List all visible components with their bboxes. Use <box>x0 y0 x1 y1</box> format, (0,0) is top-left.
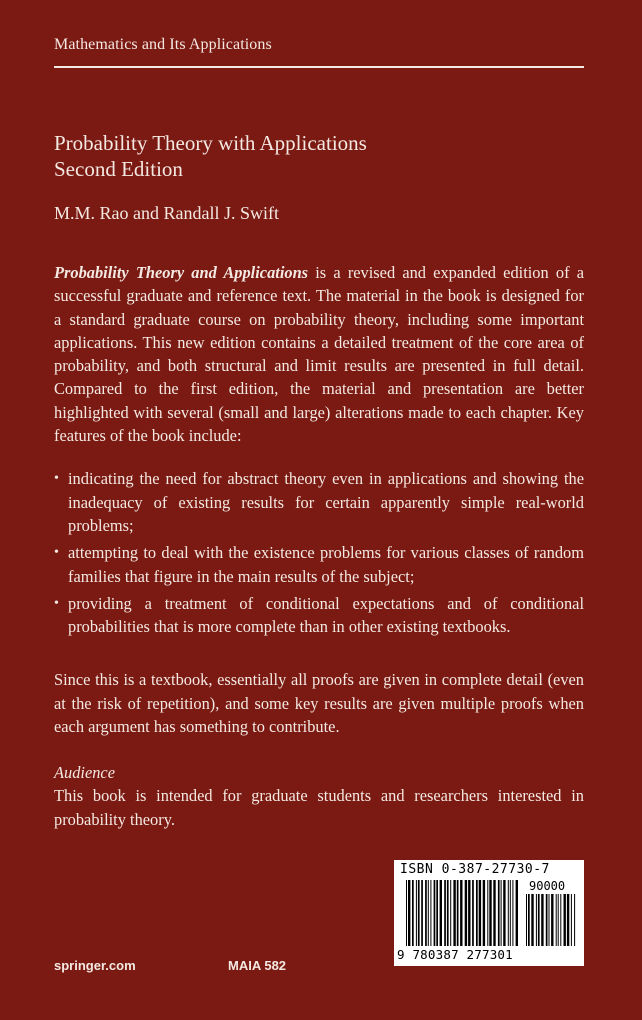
barcode-bar <box>574 894 575 946</box>
barcode-bar <box>526 894 527 946</box>
feature-list <box>54 467 584 638</box>
barcode-bar <box>556 894 557 946</box>
intro-text: is a revised and expanded edition of a successful graduate and reference text. The material in the book is designed for a standard graduate course on probability theory, including some important applications. This new edition contains a detailed treatment of the core area of probability, and both structural and limit results are presented in full detail. Compared to the first edition, the material and presentation are better highlighted with several (small and large) alterations made to each chapter. Key features of the book include: <box>54 263 584 446</box>
barcode-bar <box>412 880 414 946</box>
list-item <box>54 467 584 537</box>
barcode-bar <box>425 880 427 946</box>
publisher-website: springer.com <box>54 958 136 973</box>
audience-heading: Audience <box>54 763 115 783</box>
barcode-bar <box>510 880 511 946</box>
barcode-bar <box>493 880 495 946</box>
barcode-bar <box>479 880 481 946</box>
book-title: Probability Theory with Applications <box>54 131 367 155</box>
barcode-bar <box>503 880 505 946</box>
ean-digits: 9 780387 277301 <box>397 947 513 962</box>
feature-text: attempting to deal with the existence problems for various classes of random families that figure in the main results of the subject; <box>68 543 584 586</box>
audience-text: This book is intended for graduate students and researchers interested in probability theory. <box>54 786 584 829</box>
series-code: MAIA 582 <box>228 958 287 973</box>
intro-paragraph <box>54 261 584 447</box>
bullet-icon: • <box>54 545 59 561</box>
barcode-bar <box>571 894 572 946</box>
barcode-bars <box>406 880 518 946</box>
isbn-label: ISBN 0-387-27730-7 <box>400 862 550 877</box>
bullet-icon: • <box>54 595 59 611</box>
barcode-bar <box>444 880 446 946</box>
barcode-bar <box>489 880 491 946</box>
barcode-bar <box>551 894 553 946</box>
barcode-bar <box>465 880 467 946</box>
title-block <box>54 130 367 182</box>
barcode-bar <box>476 880 478 946</box>
barcode-bar <box>516 880 518 946</box>
barcode-bar <box>416 880 417 946</box>
barcode-bar <box>408 880 410 946</box>
barcode-bar <box>501 880 502 946</box>
barcode-bar <box>498 880 500 946</box>
proofs-paragraph: Since this is a textbook, essentially all proofs are given in complete detail (even at the risk of repetition), and some key results are given multiple proofs when each argument has something to contribute. <box>54 670 584 737</box>
addon-barcode-bars <box>526 894 576 946</box>
price-code: 90000 <box>529 879 566 893</box>
barcode-bar <box>428 880 429 946</box>
barcode-bar <box>483 880 485 946</box>
barcode-bar <box>457 880 459 946</box>
barcode-bar <box>434 880 436 946</box>
barcode-bar <box>430 880 431 946</box>
list-item <box>54 592 584 639</box>
barcode-bar <box>436 880 438 946</box>
feature-text: providing a treatment of conditional expectations and of conditional probabilities that is more complete than in other existing textbooks. <box>68 593 584 637</box>
list-item <box>54 541 584 588</box>
barcode-bar <box>440 880 442 946</box>
barcode-bar <box>453 880 455 946</box>
feature-text: indicating the need for abstract theory even in applications and showing the inadequacy of existing results for certain apparently simple real-world problems; <box>68 469 584 535</box>
barcode-bar <box>538 894 540 946</box>
barcode-bar <box>487 880 488 946</box>
barcode-bar <box>421 880 423 946</box>
description-body <box>54 261 584 831</box>
intro-book-title: Probability Theory and Applications <box>54 263 309 282</box>
isbn-barcode <box>394 860 584 966</box>
barcode-bar <box>546 894 548 946</box>
barcode-bar <box>558 894 559 946</box>
header-rule <box>54 66 584 68</box>
barcode-bar <box>418 880 420 946</box>
barcode-bar <box>560 894 561 946</box>
barcode-bar <box>468 880 470 946</box>
barcode-bar <box>536 894 537 946</box>
barcode-bar <box>541 894 543 946</box>
barcode-bar <box>512 880 513 946</box>
barcode-bar <box>528 894 530 946</box>
barcode-bar <box>508 880 509 946</box>
barcode-bar <box>450 880 451 946</box>
barcode-bar <box>447 880 449 946</box>
authors: M.M. Rao and Randall J. Swift <box>54 203 279 223</box>
barcode-bar <box>472 880 474 946</box>
edition-label: Second Edition <box>54 157 183 181</box>
barcode-bar <box>567 894 569 946</box>
series-name: Mathematics and Its Applications <box>54 36 272 53</box>
barcode-bar <box>564 894 566 946</box>
barcode-bar <box>460 880 462 946</box>
bullet-icon: • <box>54 471 59 487</box>
barcode-bar <box>531 894 533 946</box>
barcode-bar <box>549 894 550 946</box>
barcode-bar <box>406 880 407 946</box>
